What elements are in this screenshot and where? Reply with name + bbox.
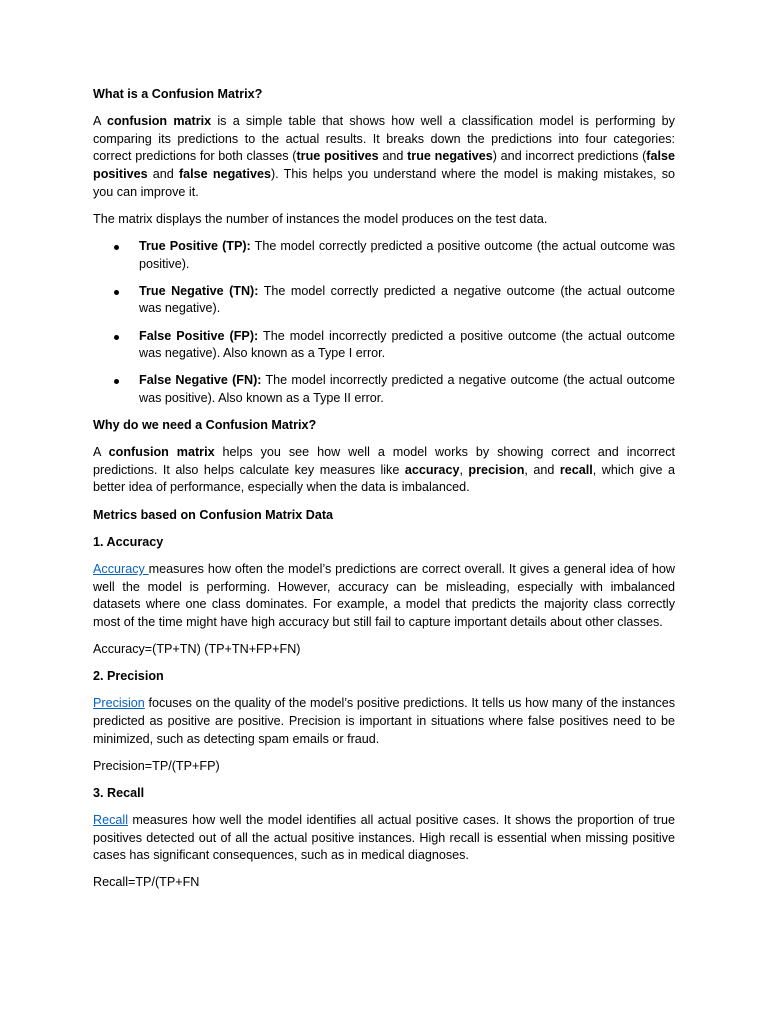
- bullet-term: False Positive (FP):: [139, 328, 259, 343]
- bold-term: false positives: [93, 149, 676, 181]
- text-run: and: [378, 149, 408, 164]
- bullet-text: The model correctly predicted a negative outcome (the actual outcome was negative).: [139, 283, 675, 316]
- bullet-text: The model incorrectly predicted a positive outcome (the actual outcome was negative). Also known as a Type I error.: [139, 328, 675, 361]
- precision-link[interactable]: Precision: [93, 696, 145, 711]
- bullet-text: The model correctly predicted a positive outcome (the actual outcome was positive).: [139, 238, 675, 271]
- recall-formula: Recall=TP/(TP+FN: [93, 875, 200, 890]
- bold-term: accuracy: [404, 462, 460, 477]
- text-run: measures how often the model’s predictions are correct overall. It gives a general idea of how well the model is performing. However, accuracy can be misleading, especially with imbalanced datasets where one class dominates. For example, a model that predicts the majority class correctly most of the time might have high accuracy but still fail to capture important details about other classes.: [93, 562, 675, 629]
- text-run: focuses on the quality of the model’s positive predictions. It tells us how many of the instances predicted as positive are positive. Precision is important in situations where false positives need to be minimized, such as detecting spam emails or fraud.: [93, 696, 675, 746]
- text-run: ). This helps you understand where the model is making mistakes, so you can improve it.: [93, 166, 675, 199]
- bold-term: confusion matrix: [108, 445, 215, 460]
- precision-paragraph: [93, 695, 675, 748]
- list-item-true-negative: [93, 283, 675, 318]
- list-item-false-negative: [93, 372, 675, 407]
- text-run: A: [93, 114, 107, 129]
- list-item-false-positive: [93, 328, 675, 363]
- bold-term: recall: [559, 462, 593, 477]
- bullet-term: True Positive (TP):: [139, 238, 251, 253]
- bold-term: precision: [468, 462, 525, 477]
- document-page: [93, 86, 675, 902]
- intro-paragraph: [93, 113, 675, 201]
- bold-term: true positives: [296, 149, 379, 164]
- section-heading-metrics: Metrics based on Confusion Matrix Data: [93, 507, 334, 522]
- outcome-list: [93, 238, 675, 408]
- bullet-icon: [114, 379, 119, 384]
- section-heading-why: Why do we need a Confusion Matrix?: [93, 418, 317, 433]
- recall-paragraph: [93, 812, 675, 865]
- text-run: and: [147, 166, 179, 181]
- recall-link[interactable]: Recall: [93, 813, 128, 828]
- bold-term: confusion matrix: [106, 114, 212, 129]
- bullet-term: True Negative (TN):: [139, 283, 259, 298]
- text-run: , which give a better idea of performance, especially when the data is imbalanced.: [93, 462, 675, 495]
- text-run: A: [93, 445, 109, 460]
- accuracy-formula: Accuracy=(TP+TN) (TP+TN+FP+FN): [93, 641, 301, 656]
- bold-term: true negatives: [407, 149, 493, 164]
- bullet-text: The model incorrectly predicted a negative outcome (the actual outcome was positive). Also known as a Type II error.: [139, 373, 675, 405]
- text-run: ) and incorrect predictions (: [492, 149, 647, 164]
- subheading-accuracy: 1. Accuracy: [93, 534, 164, 549]
- subheading-precision: 2. Precision: [93, 669, 164, 684]
- accuracy-link[interactable]: Accuracy: [93, 562, 149, 576]
- bullet-term: False Negative (FN):: [139, 373, 262, 388]
- section-heading-what: What is a Confusion Matrix?: [93, 87, 263, 101]
- text-run: is a simple table that shows how well a classification model is performing by comparing its predictions to the actual results. It breaks down the predictions into four categories: correct predictions for both classes (: [93, 114, 675, 164]
- bold-term: false negatives: [178, 166, 271, 181]
- subheading-recall: 3. Recall: [93, 785, 145, 800]
- text-run: ,: [459, 462, 469, 477]
- matrix-description-paragraph: The matrix displays the number of instances the model produces on the test data.: [93, 211, 548, 226]
- bullet-icon: [114, 290, 119, 295]
- bullet-icon: [114, 245, 119, 250]
- bullet-icon: [114, 335, 119, 340]
- text-run: helps you see how well a model works by showing correct and incorrect predictions. It also helps calculate key measures like: [93, 445, 675, 477]
- list-item-true-positive: [93, 238, 675, 273]
- text-run: measures how well the model identifies all actual positive cases. It shows the proportion of true positives detected out of all the actual positive instances. High recall is essential when missing positive cases has significant consequences, such as in medical diagnoses.: [93, 813, 675, 863]
- accuracy-paragraph: [93, 561, 675, 631]
- why-paragraph: [93, 444, 675, 497]
- text-run: , and: [524, 462, 560, 477]
- precision-formula: Precision=TP/(TP+FP): [93, 758, 220, 773]
